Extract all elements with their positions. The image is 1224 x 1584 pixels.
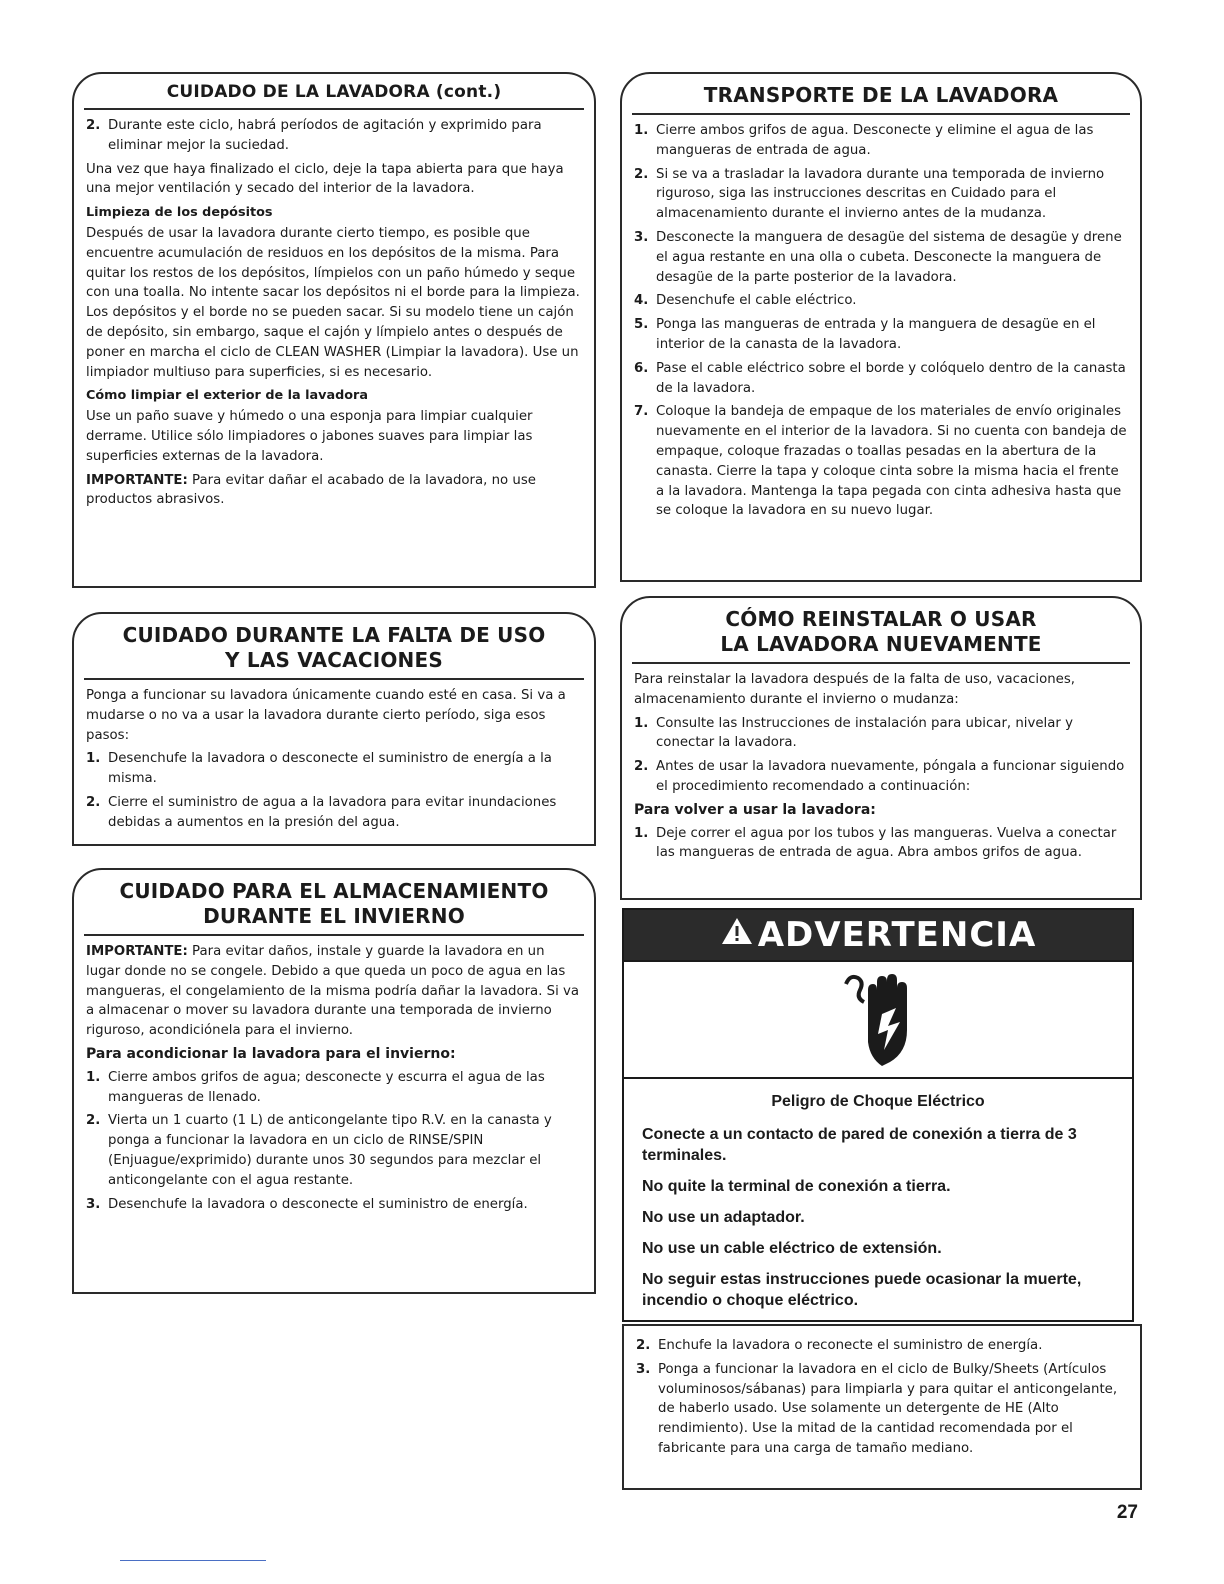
subheading: Para acondicionar la lavadora para el invierno:: [86, 1045, 456, 1062]
step-list: [634, 824, 1128, 864]
section-content: [622, 664, 1140, 873]
list-item: 2. Vierta un 1 cuarto (1 L) de anticongelante tipo R.V. en la canasta y ponga a funcionar la lavadora en un ciclo de RINSE/SPIN (Enjuague/exprimido) durante unos 30 segundos para mezclar el anticongelante con el agua restante.: [86, 1113, 552, 1188]
reuse-steps-continued: [622, 1324, 1142, 1490]
subheading: Limpieza de los depósitos: [86, 205, 273, 221]
list-item: 2. Cierre el suministro de agua a la lavadora para evitar inundaciones debidas a aumentos en la presión del agua.: [86, 794, 557, 830]
warning-title: ADVERTENCIA: [757, 915, 1037, 955]
warning-line: No use un adaptador.: [642, 1209, 805, 1226]
step-list: [634, 121, 1128, 521]
list-item: 1. Deje correr el agua por los tubos y las mangueras. Vuelva a conectar las mangueras de entrada de agua. Abra ambos grifos de agua.: [634, 825, 1117, 861]
winter-storage-section: [72, 868, 596, 1294]
hazard-title: Peligro de Choque Eléctrico: [771, 1093, 985, 1110]
list-item: 2. Enchufe la lavadora o reconecte el suministro de energía.: [636, 1338, 1043, 1353]
step-list: [86, 749, 582, 832]
warning-header: [624, 910, 1132, 960]
step-list: [634, 714, 1128, 797]
paragraph: Para reinstalar la lavadora después de la falta de uso, vacaciones, almacenamiento durante el invierno o mudanza:: [634, 672, 1076, 707]
section-content: [74, 110, 594, 520]
footer-line: [120, 1560, 266, 1561]
subheading: Para volver a usar la lavadora:: [634, 801, 876, 818]
section-content: [74, 680, 594, 843]
list-item: 2. Si se va a trasladar la lavadora durante una temporada de invierno riguroso, siga las instrucciones descritas en Cuidado para el almacenamiento durante el invierno antes de la mudanza.: [634, 166, 1105, 222]
list-item: 1. Cierre ambos grifos de agua. Desconecte y elimine el agua de las mangueras de entrada de agua.: [634, 123, 1094, 158]
warning-line: No use un cable eléctrico de extensión.: [642, 1240, 942, 1257]
section-title: CUIDADO PARA EL ALMACENAMIENTO DURANTE EL INVIERNO: [119, 879, 549, 928]
paragraph: Ponga a funcionar su lavadora únicamente cuando esté en casa. Si va a mudarse o no va a usar la lavadora durante cierto período, siga esos pasos:: [86, 688, 566, 743]
warning-line: No seguir estas instrucciones puede ocasionar la muerte, incendio o choque eléctrico.: [642, 1271, 1082, 1309]
list-item: 1. Desenchufe la lavadora o desconecte el suministro de energía a la misma.: [86, 751, 552, 787]
electric-shock-hand-icon: [840, 968, 920, 1068]
section-content: [622, 115, 1140, 531]
paragraph: Después de usar la lavadora durante cierto tiempo, es posible que encuentre acumulación de residuos en los depósitos de la misma. Para quitar los restos de los depósitos, límpielos con un paño húmedo y seque con una toalla. No intente sacar los depósitos ni el borde para la limpieza. Los depósitos y el borde no se pueden sacar. Si su modelo tiene un cajón de depósito, sin embargo, saque el cajón y límpielo antes o después de poner en marcha el ciclo de CLEAN WASHER (Limpiar la lavadora). Use un limpiador multiuso para superficies, si es necesario.: [86, 225, 580, 380]
list-item: 3. Desconecte la manguera de desagüe del sistema de desagüe y drene el agua restante en una olla o cubeta. Desconecte la manguera de desagüe de la parte posterior de la lavadora.: [634, 229, 1122, 285]
section-title: CUIDADO DE LA LAVADORA (cont.): [166, 82, 502, 102]
transport-section: [620, 72, 1142, 582]
warning-box: [622, 908, 1134, 1322]
section-title: CÓMO REINSTALAR O USAR LA LAVADORA NUEVAMENTE: [720, 607, 1042, 656]
step-list: [636, 1336, 1128, 1459]
list-item: 7. Coloque la bandeja de empaque de los materiales de envío originales nuevamente en el interior de la lavadora. Si no cuenta con bandeja de empaque, coloque frazadas o toallas pesadas en la abertura de la canasta. Cierre la tapa y coloque cinta sobre la misma hacia el frente a la lavadora. Mantenga la tapa pegada con cinta adhesiva hasta que se coloque la lavadora en su nuevo lugar.: [634, 404, 1127, 519]
list-item: 2. Antes de usar la lavadora nuevamente, póngala a funcionar siguiendo el procedimiento recomendado a continuación:: [634, 759, 1125, 794]
list-item: 1. Cierre ambos grifos de agua; desconecte y escurra el agua de las mangueras de llenado.: [86, 1069, 545, 1105]
warning-line: No quite la terminal de conexión a tierra.: [642, 1178, 951, 1195]
list-item: 6. Pase el cable eléctrico sobre el borde y colóquelo dentro de la canasta de la lavadora.: [634, 360, 1126, 396]
step-list: [86, 1068, 582, 1215]
section-content: [74, 936, 594, 1224]
paragraph: Use un paño suave y húmedo o una esponja para limpiar cualquier derrame. Utilice sólo limpiadores o jabones suaves para limpiar las superficies externas de la lavadora.: [86, 409, 533, 464]
section-content: [624, 1326, 1140, 1469]
page-number: 27: [1116, 1502, 1138, 1523]
list-item: 5. Ponga las mangueras de entrada y la manguera de desagüe en el interior de la canasta de la lavadora.: [634, 317, 1096, 352]
important-note: IMPORTANTE: Para evitar dañar el acabado de la lavadora, no use productos abrasivos.: [86, 472, 536, 508]
subheading: Cómo limpiar el exterior de la lavadora: [86, 388, 368, 404]
warning-line: Conecte a un contacto de pared de conexión a tierra de 3 terminales.: [642, 1126, 1077, 1164]
list-item: 3. Desenchufe la lavadora o desconecte el suministro de energía.: [86, 1196, 528, 1212]
reinstall-section: [620, 596, 1142, 900]
section-title: CUIDADO DURANTE LA FALTA DE USO Y LAS VACACIONES: [122, 623, 546, 672]
warning-triangle-icon: [720, 915, 754, 955]
warning-body: [624, 1079, 1132, 1333]
section-title: TRANSPORTE DE LA LAVADORA: [703, 83, 1059, 107]
list-item: 2. Durante este ciclo, habrá períodos de agitación y exprimido para eliminar mejor la suciedad.: [86, 118, 542, 153]
step-list: [86, 116, 582, 156]
list-item: 4. Desenchufe el cable eléctrico.: [634, 293, 857, 309]
list-item: 1. Consulte las Instrucciones de instalación para ubicar, nivelar y conectar la lavadora.: [634, 715, 1073, 751]
warning-icon-area: [624, 960, 1132, 1079]
important-note: IMPORTANTE: Para evitar daños, instale y guarde la lavadora en un lugar donde no se congele. Debido a que queda un poco de agua en las mangueras, el congelamiento de la misma podría dañar la lavadora. Si va a almacenar o mover su lavadora durante una temporada de invierno riguroso, acondiciónela para el invierno.: [86, 944, 580, 1039]
paragraph: Una vez que haya finalizado el ciclo, deje la tapa abierta para que haya una mejor ventilación y secado del interior de la lavadora.: [86, 161, 564, 197]
non-use-section: [72, 612, 596, 846]
care-cont-section: [72, 72, 596, 588]
list-item: 3. Ponga a funcionar la lavadora en el ciclo de Bulky/Sheets (Artículos voluminosos/sábanas) para limpiarla y para quitar el anticongelante, de haberlo usado. Use solamente un detergente de HE (Alto rendimiento). Use la mitad de la cantidad recomendada por el fabricante para una carga de tamaño mediano.: [636, 1361, 1118, 1456]
